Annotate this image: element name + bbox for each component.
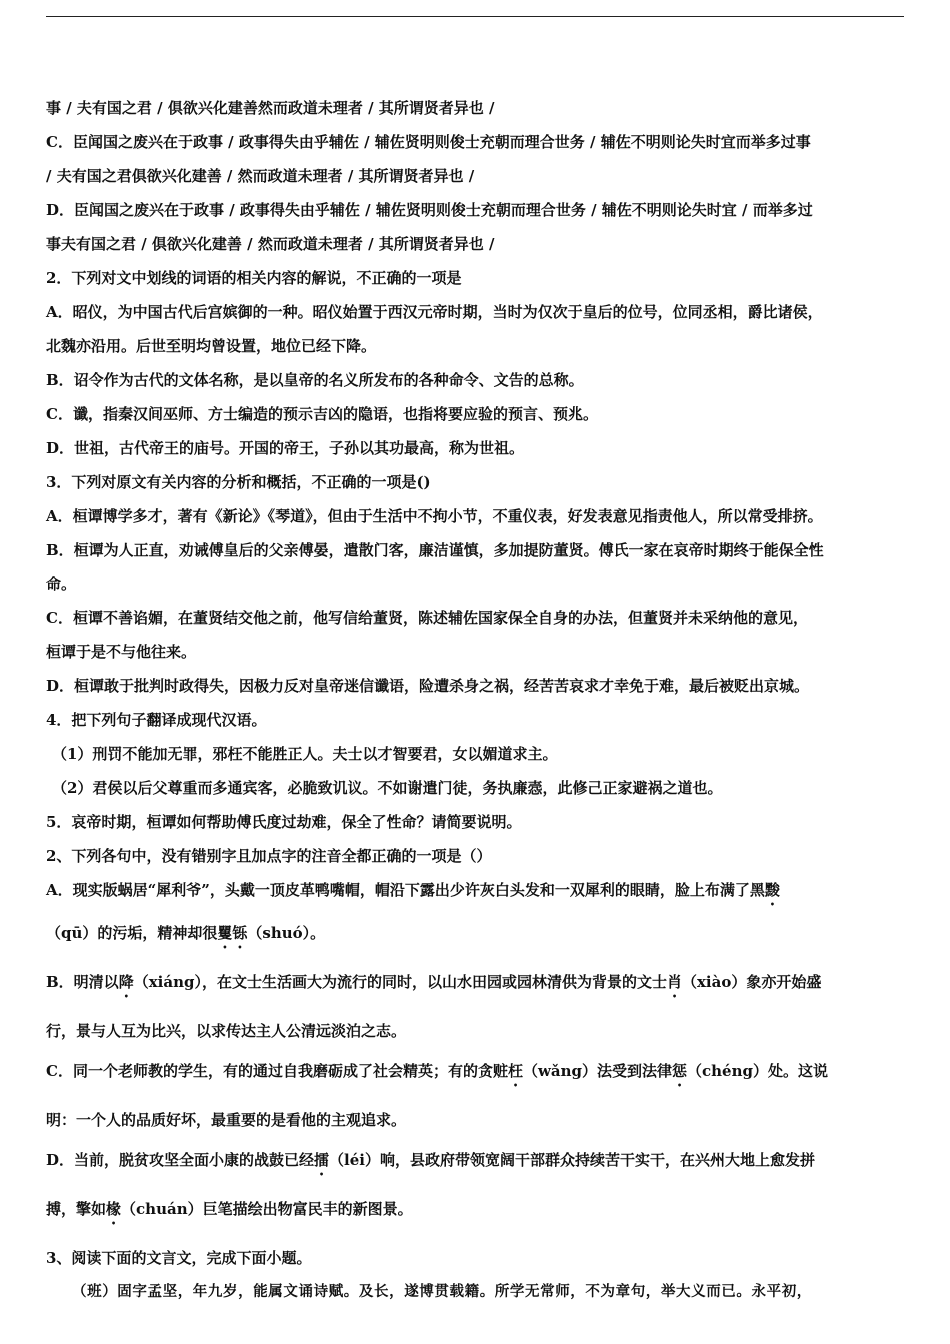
option-d-line: D．世祖，古代帝王的庙号。开国的帝王，子孙以其功最高，称为世祖。	[46, 439, 525, 457]
option-c-line: C．谶，指秦汉间巫师、方士编造的预示吉凶的隐语，也指将要应验的预言、预兆。	[46, 405, 598, 423]
sentence-1: （1）刑罚不能加无罪，邪枉不能胜正人。夫士以才智要君，女以媚道求主。	[52, 745, 558, 763]
text-line: / 夫有国之君俱欲兴化建善 / 然而政道未理者 / 其所谓贤者异也 /	[46, 167, 475, 185]
text-line: 事 / 夫有国之君 / 俱欲兴化建善然而政道未理者 / 其所谓贤者异也 /	[46, 99, 495, 117]
option-d-line: D．当前，脱贫攻坚全面小康的战鼓已经擂（léi）响，县政府带领宽阔干部群众持续苦干实干，在兴州大地上愈发拼	[46, 1151, 815, 1169]
option-a-line: A．现实版蜗居“犀利爷”，头戴一顶皮革鸭嘴帽，帽沿下露出少许灰白头发和一双犀利的眼睛，脸上布满了黑黢	[46, 881, 780, 899]
document-body	[46, 98, 914, 1316]
option-c-line: C．臣闻国之废兴在于政事 / 政事得失由乎辅佐 / 辅佐贤明则俊士充朝而理合世务 / 辅佐不明则论失时宜而举多过事	[46, 133, 811, 151]
emphasis-char: 擂	[314, 1151, 330, 1169]
emphasis-char: 椽	[106, 1200, 122, 1218]
emphasis-char: 矍铄	[217, 924, 248, 942]
option-b-line: B．诏令作为古代的文体名称，是以皇帝的名义所发布的各种命令、文告的总称。	[46, 371, 584, 389]
emphasis-char: 枉	[507, 1062, 523, 1080]
option-a-line: A．昭仪，为中国古代后宫嫔御的一种。昭仪始置于西汉元帝时期，当时为仅次于皇后的位号，位同丞相，爵比诸侯，	[46, 303, 823, 321]
option-b-line: B．桓谭为人正直，劝诫傅皇后的父亲傅晏，遣散门客，廉洁谨慎，多加提防董贤。傅氏一家在哀帝时期终于能保全性	[46, 541, 824, 559]
text-line: 命。	[46, 575, 77, 593]
text-line: 北魏亦沿用。后世至明均曾设置，地位已经下降。	[46, 337, 377, 355]
passage-text: （班）固字孟坚，年九岁，能属文诵诗赋。及长，遂博贯载籍。所学无常师，不为章句，举大义而已。永平初，	[72, 1283, 812, 1300]
text-line: 事夫有国之君 / 俱欲兴化建善 / 然而政道未理者 / 其所谓贤者异也 /	[46, 235, 495, 253]
text-line: （qū）的污垢，精神却很矍铄（shuó）。	[46, 924, 326, 942]
option-c-line: C．同一个老师教的学生，有的通过自我磨砺成了社会精英；有的贪赃枉（wǎng）法受到法律惩（chéng）处。这说	[46, 1062, 828, 1080]
sentence-2: （2）君侯以后父尊重而多通宾客，必脆致讥议。不如谢遣门徒，务执廉悫，此修己正家避祸之道也。	[52, 779, 723, 797]
option-c-line: C．桓谭不善谄媚，在董贤结交他之前，他写信给董贤，陈述辅佐国家保全自身的办法，但董贤并未采纳他的意见，	[46, 609, 808, 627]
emphasis-char: 惩	[672, 1062, 688, 1080]
question-2-title: 2．下列对文中划线的词语的相关内容的解说，不正确的一项是	[46, 269, 462, 287]
question-3-title: 3．下列对原文有关内容的分析和概括，不正确的一项是()	[46, 473, 431, 491]
question-5-title: 5．哀帝时期，桓谭如何帮助傅氏度过劫难，保全了性命？请简要说明。	[46, 813, 522, 831]
option-b-line: B．明清以降（xiáng），在文士生活画大为流行的同时，以山水田园或园林清供为背景的文士肖（xiào）象亦开始盛	[46, 973, 822, 991]
header-rule	[46, 16, 904, 17]
option-d-line: D．臣闻国之废兴在于政事 / 政事得失由乎辅佐 / 辅佐贤明则俊士充朝而理合世务 / 辅佐不明则论失时宜 / 而举多过	[46, 201, 813, 219]
text-line: 行，景与人互为比兴，以求传达主人公清远淡泊之志。	[46, 1022, 407, 1040]
emphasis-char: 肖	[666, 973, 682, 991]
question-2-heading: 2、下列各句中，没有错别字且加点字的注音全都正确的一项是（）	[46, 847, 492, 865]
text-line: 明：一个人的品质好坏，最重要的是看他的主观追求。	[46, 1111, 407, 1129]
emphasis-char: 降	[118, 973, 134, 991]
option-a-line: A．桓谭博学多才，著有《新论》《琴道》，但由于生活中不拘小节，不重仪表，好发表意见指责他人，所以常受排挤。	[46, 507, 823, 525]
question-3-heading: 3、阅读下面的文言文，完成下面小题。	[46, 1249, 312, 1267]
option-d-line: D．桓谭敢于批判时政得失，因极力反对皇帝迷信谶语，险遭杀身之祸，经苦苦哀求才幸免于难，最后被贬出京城。	[46, 677, 810, 695]
question-4-title: 4．把下列句子翻译成现代汉语。	[46, 711, 267, 729]
emphasis-char: 黢	[764, 881, 780, 899]
text-line: 桓谭于是不与他往来。	[46, 643, 197, 661]
text-line: 搏，擎如椽（chuán）巨笔描绘出物富民丰的新图景。	[46, 1200, 413, 1218]
